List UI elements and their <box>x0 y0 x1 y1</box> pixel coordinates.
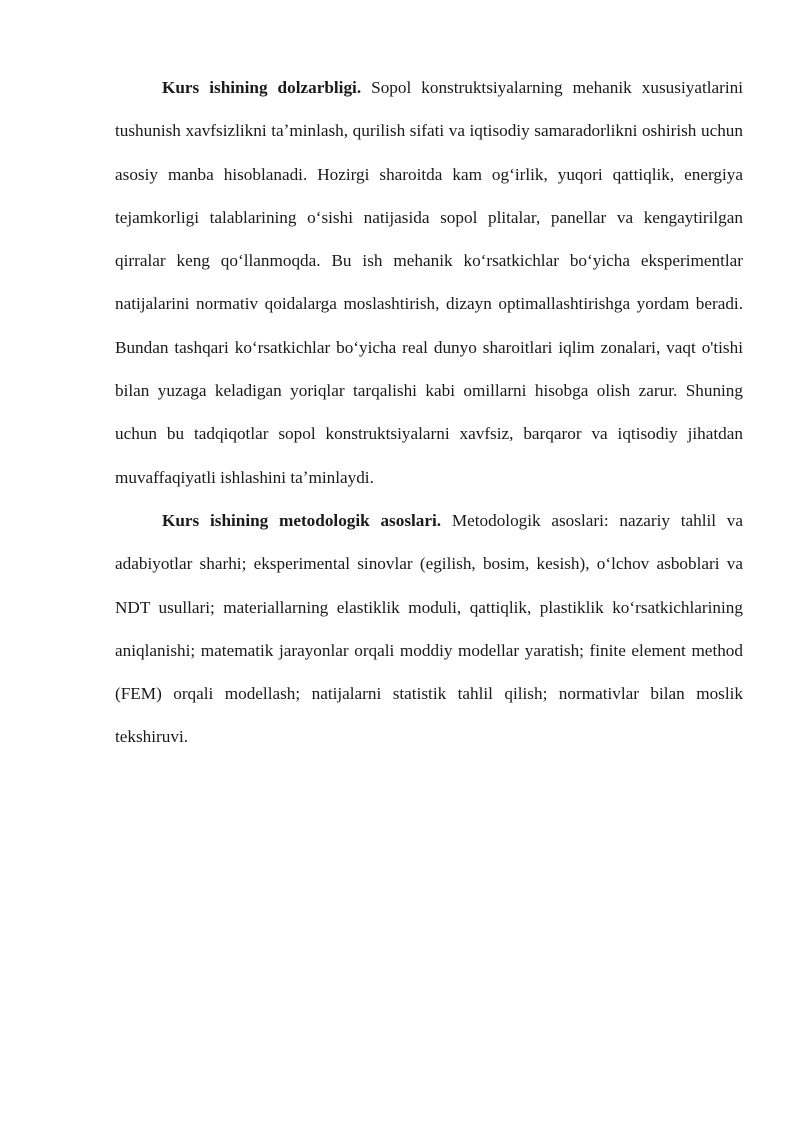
paragraph-text-relevance: Sopol konstruktsiyalarning mehanik xususiyatlarini tushunish xavfsizlikni taʼminlash, qurilish sifati va iqtisodiy samaradorlikni oshirish uchun asosiy manba hisoblanadi. Hozirgi sharoitda kam ogʻirlik, yuqori qattiqlik, energiya tejamkorligi talablarining oʻsishi natijasida sopol plitalar, panellar va kengaytirilgan qirralar keng qoʻllanmoqda. Bu ish mehanik koʻrsatkichlar boʻyicha eksperimentlar natijalarini normativ qoidalarga moslashtirish, dizayn optimallashtirishga yordam beradi. Bundan tashqari koʻrsatkichlar boʻyicha real dunyo sharoitlari iqlim zonalari, vaqt o'tishi bilan yuzaga keladigan yoriqlar tarqalishi kabi omillarni hisobga olish zarur. Shuning uchun bu tadqiqotlar sopol konstruktsiyalarni xavfsiz, barqaror va iqtisodiy jihatdan muvaffaqiyatli ishlashini taʼminlaydi. <box>115 78 743 487</box>
paragraph-text-methodology: Metodologik asoslari: nazariy tahlil va adabiyotlar sharhi; eksperimental sinovlar (egilish, bosim, kesish), oʻlchov asboblari va NDT usullari; materiallarning elastiklik moduli, qattiqlik, plastiklik koʻrsatkichlarining aniqlanishi; matematik jarayonlar orqali moddiy modellar yaratish; finite element method (FEM) orqali modellash; natijalarni statistik tahlil qilish; normativlar bilan moslik tekshiruvi. <box>115 510 743 747</box>
paragraph-methodology <box>115 499 743 759</box>
paragraph-heading-relevance: Kurs ishining dolzarbligi. <box>162 78 362 97</box>
document-body <box>115 66 743 759</box>
paragraph-relevance <box>115 66 743 499</box>
paragraph-heading-methodology: Kurs ishining metodologik asoslari. <box>162 510 442 530</box>
